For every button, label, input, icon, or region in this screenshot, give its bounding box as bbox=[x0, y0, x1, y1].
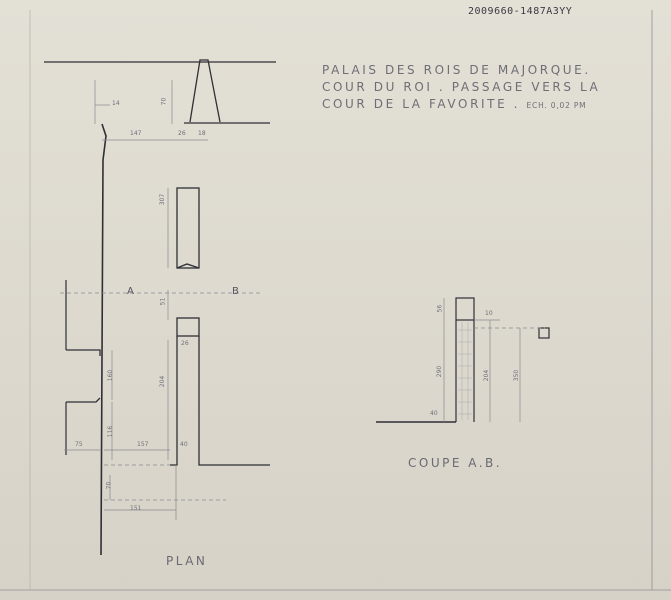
dim-label-350: 350 bbox=[513, 369, 521, 382]
dim-label-40: 40 bbox=[180, 441, 188, 448]
section-detail-square bbox=[539, 328, 549, 338]
plan-drawing bbox=[44, 60, 276, 555]
section-drawing bbox=[376, 298, 549, 422]
section-dimension-lines bbox=[444, 298, 545, 422]
section-hatching bbox=[458, 322, 472, 420]
dim-label-70b: 70 bbox=[105, 481, 113, 490]
section-marker-b: B bbox=[232, 286, 239, 297]
dim-label-151: 151 bbox=[130, 505, 142, 512]
dim-label-307: 307 bbox=[159, 193, 167, 206]
dim-label-26b: 26 bbox=[181, 340, 189, 347]
dim-label-204: 204 bbox=[159, 375, 167, 388]
passage-right-jamb bbox=[199, 336, 270, 465]
archive-reference: 2009660-1487A3YY bbox=[468, 6, 573, 17]
dim-label-40s: 40 bbox=[430, 410, 438, 417]
dim-label-26: 26 bbox=[178, 130, 186, 137]
left-niche-bottom bbox=[66, 398, 100, 402]
dim-label-75: 75 bbox=[75, 441, 83, 448]
dim-label-10: 10 bbox=[485, 310, 493, 317]
title-line-1: PALAIS DES ROIS DE MAJORQUE. bbox=[322, 63, 591, 77]
dim-label-70: 70 bbox=[160, 97, 168, 106]
top-wall-section bbox=[190, 60, 220, 122]
dim-label-116: 116 bbox=[107, 425, 115, 438]
dim-label-204s: 204 bbox=[483, 369, 491, 382]
title-line-2: COUR DU ROI . PASSAGE VERS LA bbox=[322, 80, 601, 94]
section-lintel bbox=[456, 298, 474, 320]
dim-label-18: 18 bbox=[198, 130, 206, 137]
left-wall-outline bbox=[101, 124, 106, 555]
plan-caption: PLAN bbox=[166, 554, 208, 568]
dim-label-290: 290 bbox=[436, 365, 444, 378]
passage-left-jamb bbox=[170, 336, 177, 465]
dim-label-56: 56 bbox=[436, 304, 444, 313]
title-line-3-text: COUR DE LA FAVORITE . bbox=[322, 97, 521, 111]
left-niche-top bbox=[66, 350, 100, 356]
dim-label-160: 160 bbox=[107, 369, 115, 382]
section-caption: COUPE A.B. bbox=[408, 456, 503, 470]
pier-lintel bbox=[177, 318, 199, 336]
dim-label-147: 147 bbox=[130, 130, 142, 137]
dim-label-157: 157 bbox=[137, 441, 149, 448]
section-marker-a: A bbox=[127, 286, 134, 297]
scale-label: ECH. 0,02 PM bbox=[526, 101, 587, 110]
dim-label-51: 51 bbox=[159, 297, 167, 306]
pier-upper bbox=[177, 188, 199, 268]
dim-label-14: 14 bbox=[112, 100, 120, 107]
